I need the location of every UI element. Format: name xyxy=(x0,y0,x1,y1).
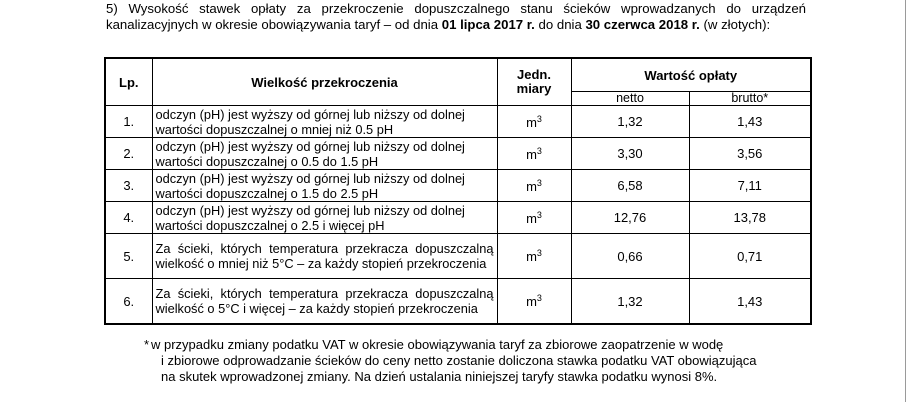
unit-exponent: 3 xyxy=(536,145,542,156)
row-description: odczyn (pH) jest wyższy od górnej lub niższy od dolnej wartości dopuszczalnej o mniej niż 0.5 pH xyxy=(152,106,497,138)
row-gross-value: 3,56 xyxy=(689,138,811,170)
heading-text-part1: 5) Wysokość stawek opłaty za przekroczenie dopuszczalnego stanu ścieków wprowadzanych do urządzeń kanalizacyjnych w okresie obowiązywania taryf – od dnia xyxy=(106,1,806,32)
table-row xyxy=(105,106,811,138)
unit-exponent: 3 xyxy=(536,113,542,124)
heading-text-part2: do dnia xyxy=(534,17,586,32)
row-unit xyxy=(497,106,571,138)
row-gross-value: 7,11 xyxy=(689,170,811,202)
row-net-value: 0,66 xyxy=(571,234,689,279)
heading-date-to: 30 czerwca 2018 r. xyxy=(585,17,700,32)
table-row xyxy=(105,170,811,202)
row-lp: 5. xyxy=(105,234,152,279)
heading-date-from: 01 lipca 2017 r. xyxy=(441,17,535,32)
unit-exponent: 3 xyxy=(536,248,542,258)
header-net: netto xyxy=(571,92,689,106)
header-exceedance: Wielkość przekroczenia xyxy=(152,58,497,106)
header-lp: Lp. xyxy=(105,58,152,106)
row-net-value: 12,76 xyxy=(571,202,689,234)
unit-exponent: 3 xyxy=(536,177,542,188)
unit-base: m xyxy=(526,114,537,130)
unit-base: m xyxy=(526,146,537,162)
unit-exponent: 3 xyxy=(536,209,542,220)
row-lp: 3. xyxy=(105,170,152,202)
header-unit-line2: miary xyxy=(516,81,552,96)
row-net-value: 1,32 xyxy=(571,279,689,325)
table-row xyxy=(105,202,811,234)
footnote-asterisk: * xyxy=(144,337,150,352)
header-unit xyxy=(497,58,571,106)
footnote-line-3: na skutek wprowadzonej zmiany. Na dzień ustalania niniejszej taryfy stawka podatku wynosi 8%. xyxy=(161,369,718,384)
row-lp: 4. xyxy=(105,202,152,234)
row-unit xyxy=(497,234,571,279)
row-gross-value: 0,71 xyxy=(689,234,811,279)
row-unit xyxy=(497,202,571,234)
row-description: odczyn (pH) jest wyższy od górnej lub niższy od dolnej wartości dopuszczalnej o 1.5 do 2.5 pH xyxy=(152,170,497,202)
table-header-row xyxy=(105,58,811,92)
row-description: Za ścieki, których temperatura przekracza dopuszczalną wielkość o mniej niż 5°C – za każdy stopień przekroczenia xyxy=(152,234,497,279)
row-gross-value: 1,43 xyxy=(689,279,811,325)
row-unit xyxy=(497,170,571,202)
table-row xyxy=(105,279,811,325)
unit-base: m xyxy=(526,178,537,194)
row-net-value: 6,58 xyxy=(571,170,689,202)
unit-base: m xyxy=(526,294,537,309)
section-heading xyxy=(106,1,806,33)
unit-base: m xyxy=(526,210,537,226)
header-unit-line1: Jedn. xyxy=(517,67,551,82)
footnote-line-1: w przypadku zmiany podatku VAT w okresie obowiązywania taryf za zbiorowe zaopatrzenie w wodę xyxy=(151,337,724,352)
table-row xyxy=(105,234,811,279)
table-row xyxy=(105,138,811,170)
vat-footnote xyxy=(144,337,806,385)
footnote-line-2: i zbiorowe odprowadzanie ścieków do ceny netto zostanie doliczona stawka podatku VAT obowiązująca xyxy=(161,353,757,368)
row-unit xyxy=(497,279,571,325)
row-net-value: 1,32 xyxy=(571,106,689,138)
row-lp: 1. xyxy=(105,106,152,138)
row-description: Za ścieki, których temperatura przekracza dopuszczalną wielkość o 5°C i więcej – za każdy stopień przekroczenia xyxy=(152,279,497,325)
heading-text-part3: (w złotych): xyxy=(699,17,771,32)
row-gross-value: 13,78 xyxy=(689,202,811,234)
row-net-value: 3,30 xyxy=(571,138,689,170)
unit-exponent: 3 xyxy=(536,293,542,303)
row-description: odczyn (pH) jest wyższy od górnej lub niższy od dolnej wartości dopuszczalnej o 0.5 do 1.5 pH xyxy=(152,138,497,170)
header-fee-value: Wartość opłaty xyxy=(571,58,811,92)
row-lp: 6. xyxy=(105,279,152,325)
row-gross-value: 1,43 xyxy=(689,106,811,138)
fee-table xyxy=(104,57,812,325)
row-unit xyxy=(497,138,571,170)
unit-base: m xyxy=(526,249,537,264)
row-lp: 2. xyxy=(105,138,152,170)
row-description: odczyn (pH) jest wyższy od górnej lub niższy od dolnej wartości dopuszczalnej o 2.5 i więcej pH xyxy=(152,202,497,234)
header-gross: brutto* xyxy=(689,92,811,106)
